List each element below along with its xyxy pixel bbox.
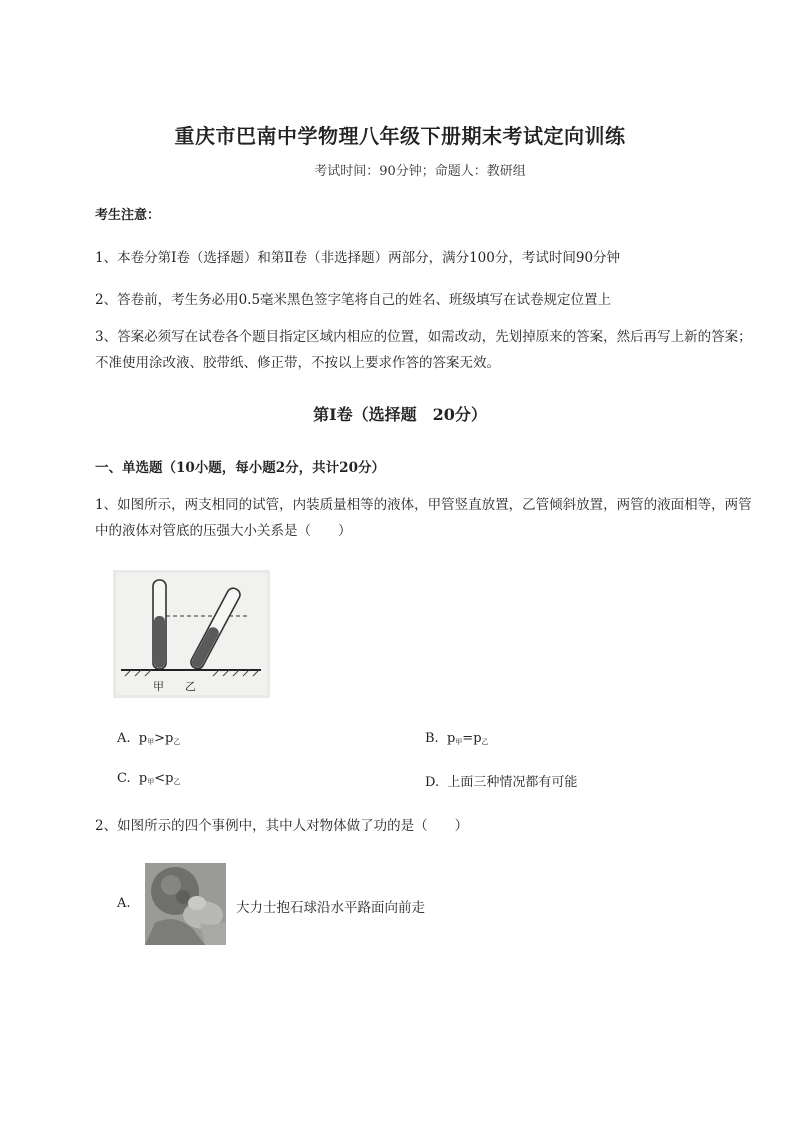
tube-label-yi: 乙 [185,680,196,693]
notice-item-2: 2、答卷前，考生务必用0.5毫米黑色签字笔将自己的姓名、班级填写在试卷规定位置上 [95,292,612,308]
section-title: 第Ⅰ卷（选择题 20分） [313,405,487,424]
option-c[interactable]: C. $p_甲<p_乙$ [117,771,181,786]
q2-option-a-letter[interactable]: A. [117,896,131,911]
option-d[interactable]: D. 上面三种情况都有可能 [425,775,578,790]
option-a[interactable]: A. $p_甲>p_乙$ [117,731,181,746]
test-tubes-figure [113,570,270,698]
question-2-stem: 2、如图所示的四个事例中，其中人对物体做了功的是（ ） [95,818,469,834]
option-b[interactable]: B. $p_甲=p_乙$ [425,731,489,746]
tube-label-jia: 甲 [153,680,164,693]
question-1-stem: 1、如图所示，两支相同的试管，内装质量相等的液体，甲管竖直放置，乙管倾斜放置，两管的液面相等，两管中的液体对管底的压强大小关系是（ ） [95,497,752,539]
page-title: 重庆市巴南中学物理八年级下册期末考试定向训练 [174,124,626,148]
q2-option-a-text: 大力士抱石球沿水平路面向前走 [236,900,425,916]
notice-item-3: 3、答案必须写在试卷各个题目指定区域内相应的位置，如需改动，先划掉原来的答案，然后再写上新的答案；不准使用涂改液、胶带纸、修正带，不按以上要求作答的答案无效。 [95,329,752,371]
strongman-photo [145,863,226,945]
notice-item-1: 1、本卷分第Ⅰ卷（选择题）和第Ⅱ卷（非选择题）两部分，满分100分，考试时间90分钟 [95,250,621,266]
exam-info: 考试时间：90分钟；命题人：教研组 [314,164,526,179]
notice-heading: 考生注意： [95,208,161,223]
part-heading: 一、单选题（10小题，每小题2分，共计20分） [95,460,385,476]
